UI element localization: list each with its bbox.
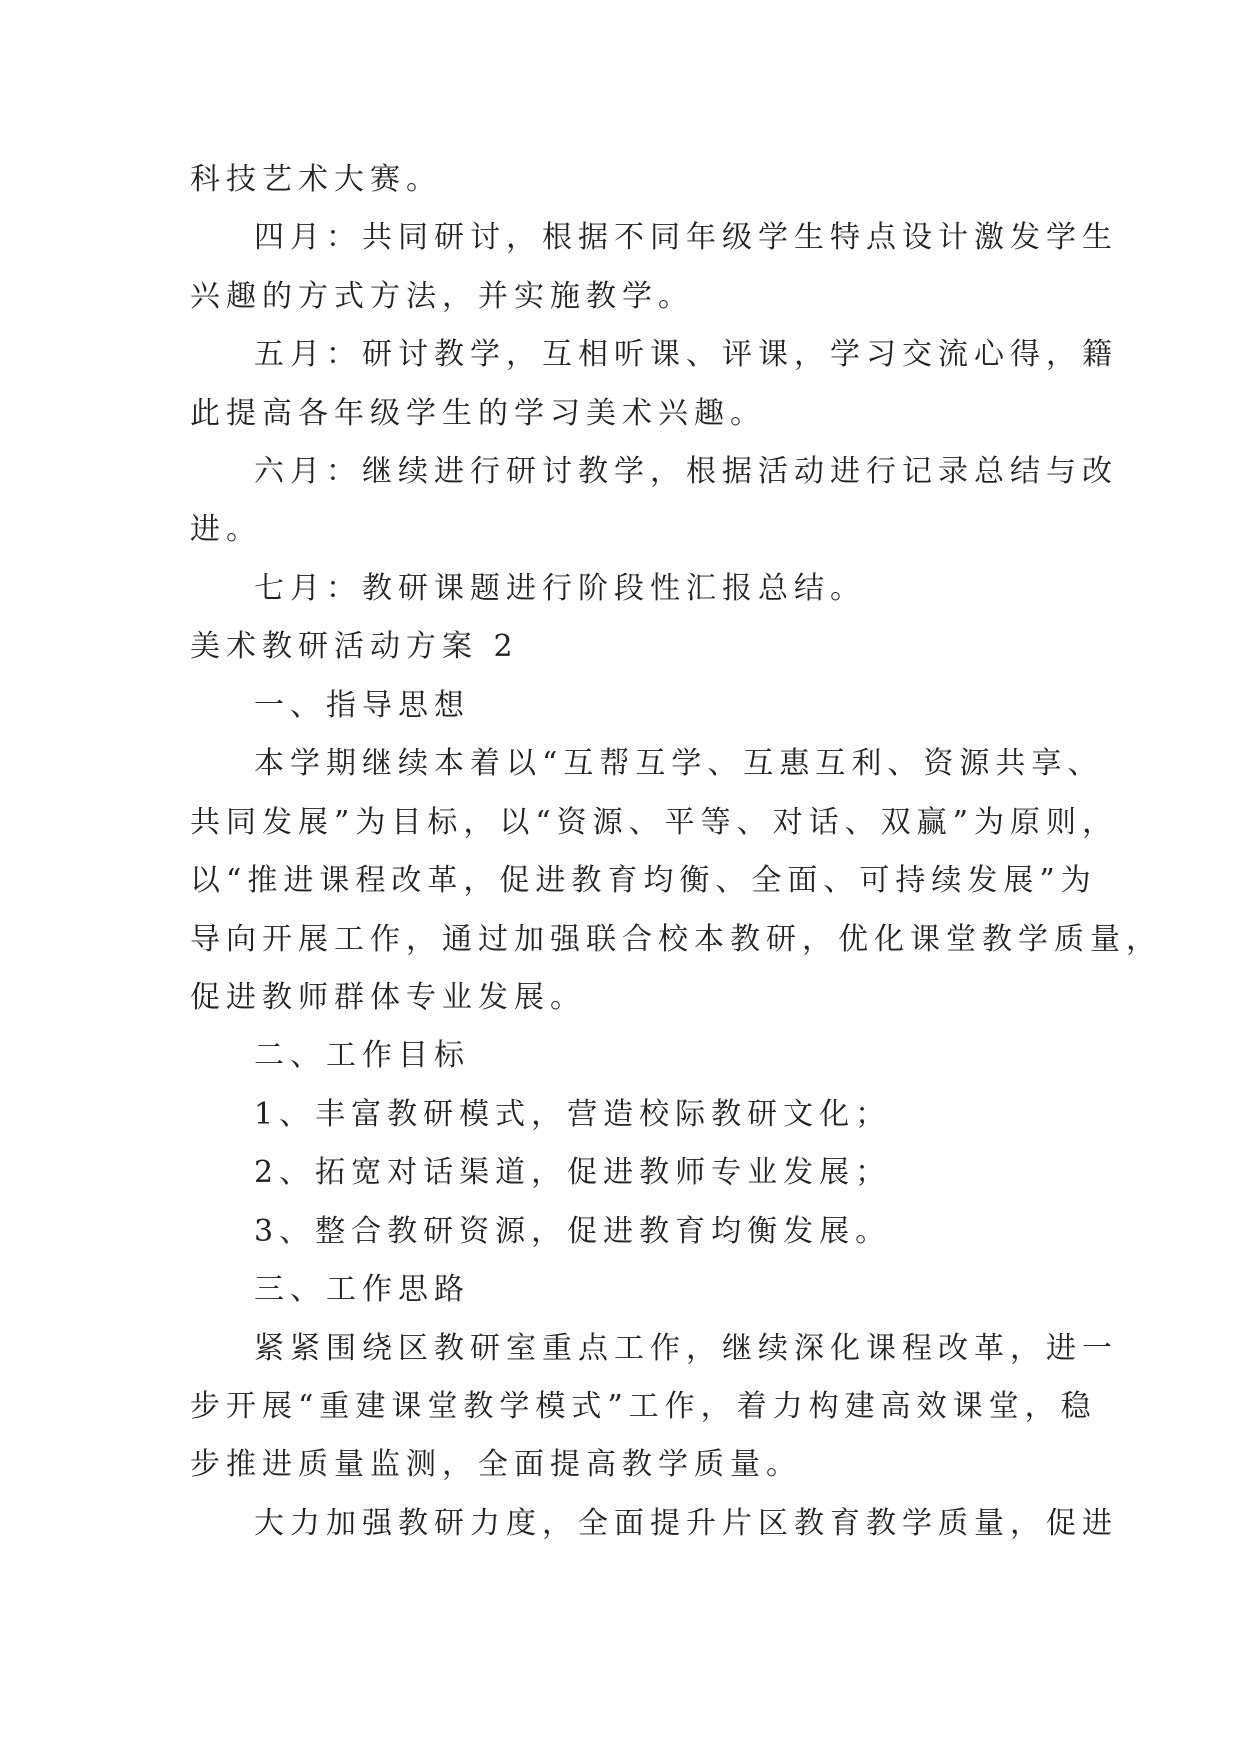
text-line: 本学期继续本着以“互帮互学、互惠互利、资源共享、 — [254, 746, 1104, 781]
text-line: 步开展“重建课堂教学模式”工作，着力构建高效课堂，稳 — [190, 1389, 1097, 1424]
list-item: 2、拓宽对话渠道，促进教师专业发展； — [254, 1155, 892, 1190]
heading-guiding-ideology: 一、指导思想 — [254, 688, 470, 723]
text-line: 紧紧围绕区教研室重点工作，继续深化课程改革，进一 — [254, 1331, 1118, 1366]
text-line: 大力加强教研力度，全面提升片区教育教学质量，促进 — [254, 1506, 1118, 1541]
text-line: 进。 — [190, 512, 262, 547]
heading-work-ideas: 三、工作思路 — [254, 1272, 470, 1307]
text-line: 促进教师群体专业发展。 — [190, 980, 586, 1015]
text-line: 科技艺术大赛。 — [190, 162, 442, 197]
list-item: 1、丰富教研模式，营造校际教研文化； — [254, 1097, 892, 1132]
text-line: 四月：共同研讨，根据不同年级学生特点设计激发学生 — [254, 220, 1118, 255]
section-title: 美术教研活动方案 2 — [190, 629, 519, 664]
text-line: 导向开展工作，通过加强联合校本教研，优化课堂教学质量， — [190, 922, 1162, 957]
text-line: 共同发展”为目标，以“资源、平等、对话、双赢”为原则， — [190, 805, 1119, 840]
text-line: 七月：教研课题进行阶段性汇报总结。 — [254, 571, 866, 606]
text-line: 兴趣的方式方法，并实施教学。 — [190, 279, 694, 314]
list-item: 3、整合教研资源，促进教育均衡发展。 — [254, 1214, 892, 1249]
text-line: 步推进质量监测，全面提高教学质量。 — [190, 1447, 802, 1482]
text-line: 五月：研讨教学，互相听课、评课，学习交流心得，籍 — [254, 337, 1118, 372]
text-line: 六月：继续进行研讨教学，根据活动进行记录总结与改 — [254, 454, 1118, 489]
text-line: 此提高各年级学生的学习美术兴趣。 — [190, 396, 766, 431]
heading-work-goals: 二、工作目标 — [254, 1038, 470, 1073]
text-line: 以“推进课程改革，促进教育均衡、全面、可持续发展”为 — [190, 863, 1097, 898]
